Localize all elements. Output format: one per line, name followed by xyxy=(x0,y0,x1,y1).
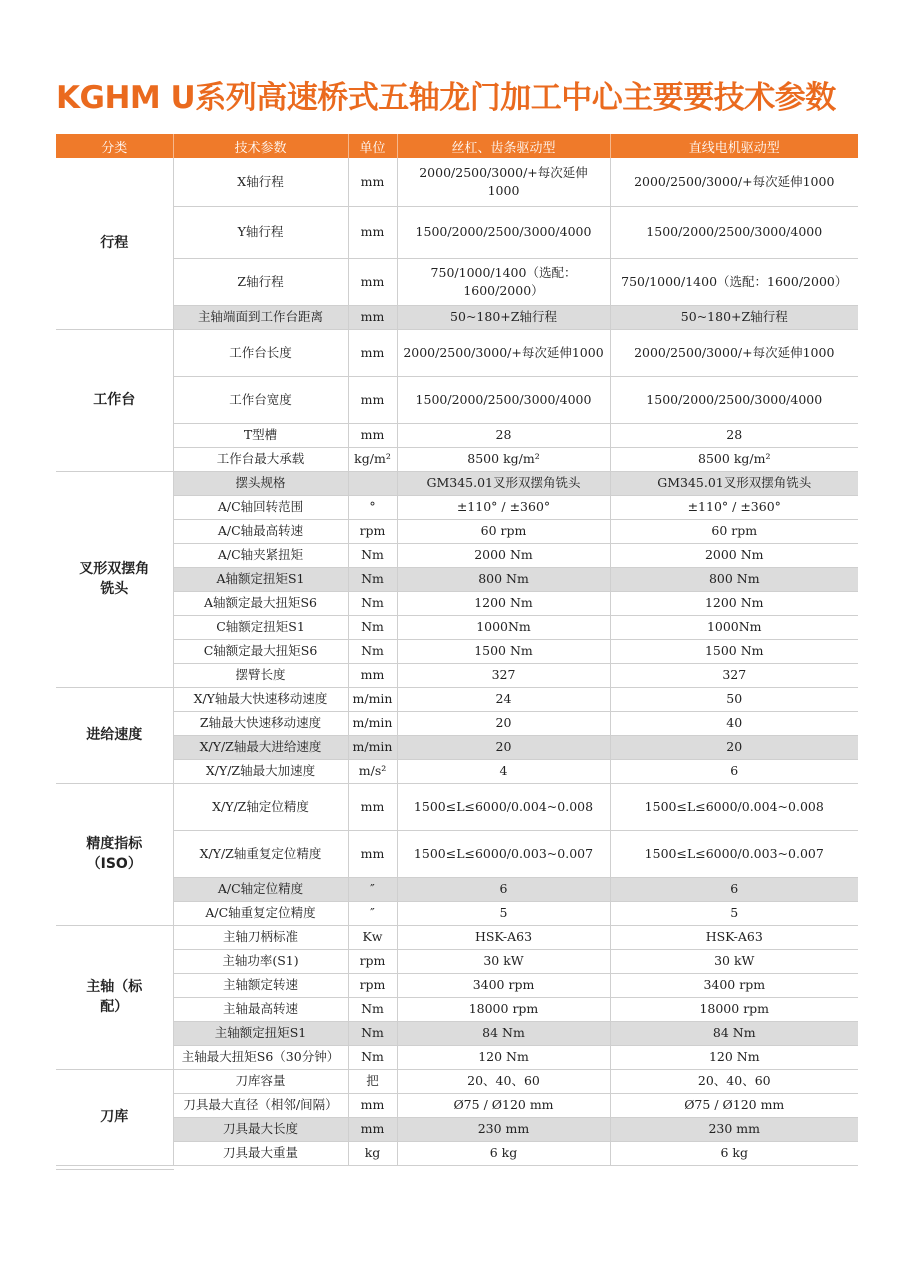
table-row xyxy=(56,997,858,1021)
unit-cell: rpm xyxy=(348,949,397,973)
unit-cell: m/min xyxy=(348,711,397,735)
param-cell: 主轴额定扭矩S1 xyxy=(173,1021,348,1045)
table-row xyxy=(56,447,858,471)
category-cell: 行程 xyxy=(56,158,173,329)
unit-cell: mm xyxy=(348,1093,397,1117)
param-cell: X/Y/Z轴重复定位精度 xyxy=(173,830,348,877)
table-row xyxy=(56,877,858,901)
linear-motor-value: 20、40、60 xyxy=(610,1069,858,1093)
linear-motor-value: 28 xyxy=(610,423,858,447)
screw-drive-value: 18000 rpm xyxy=(397,997,610,1021)
param-cell: 刀具最大直径（相邻/间隔） xyxy=(173,1093,348,1117)
unit-cell: rpm xyxy=(348,519,397,543)
linear-motor-value: GM345.01叉形双摆角铣头 xyxy=(610,471,858,495)
param-cell: 摆头规格 xyxy=(173,471,348,495)
table-row xyxy=(56,759,858,783)
unit-cell: rpm xyxy=(348,973,397,997)
param-cell: X轴行程 xyxy=(173,158,348,206)
param-cell: 工作台宽度 xyxy=(173,376,348,423)
param-cell: X/Y轴最大快速移动速度 xyxy=(173,687,348,711)
header-row xyxy=(56,134,858,158)
linear-motor-value: 1500 Nm xyxy=(610,639,858,663)
table-row xyxy=(56,258,858,305)
param-cell: Z轴最大快速移动速度 xyxy=(173,711,348,735)
screw-drive-value: 1500/2000/2500/3000/4000 xyxy=(397,376,610,423)
table-row xyxy=(56,973,858,997)
screw-drive-value: 1000Nm xyxy=(397,615,610,639)
table-row xyxy=(56,305,858,329)
linear-motor-value: 1500≤L≤6000/0.004~0.008 xyxy=(610,783,858,830)
param-cell: 工作台长度 xyxy=(173,329,348,376)
param-cell: 刀具最大重量 xyxy=(173,1141,348,1165)
linear-motor-value: 1200 Nm xyxy=(610,591,858,615)
param-cell: Z轴行程 xyxy=(173,258,348,305)
unit-cell: m/min xyxy=(348,687,397,711)
table-row xyxy=(56,495,858,519)
unit-cell: Kw xyxy=(348,925,397,949)
table-row xyxy=(56,519,858,543)
table-row xyxy=(56,901,858,925)
table-row xyxy=(56,925,858,949)
linear-motor-value: 120 Nm xyxy=(610,1045,858,1069)
param-cell: 主轴刀柄标准 xyxy=(173,925,348,949)
screw-drive-value: 1200 Nm xyxy=(397,591,610,615)
linear-motor-value: 60 rpm xyxy=(610,519,858,543)
param-cell: A/C轴重复定位精度 xyxy=(173,901,348,925)
param-cell: X/Y/Z轴最大加速度 xyxy=(173,759,348,783)
unit-cell: mm xyxy=(348,258,397,305)
screw-drive-value: 1500≤L≤6000/0.004~0.008 xyxy=(397,783,610,830)
unit-cell: mm xyxy=(348,206,397,258)
param-cell: 摆臂长度 xyxy=(173,663,348,687)
linear-motor-value: 2000/2500/3000/+每次延伸1000 xyxy=(610,329,858,376)
unit-cell: mm xyxy=(348,1117,397,1141)
unit-cell: mm xyxy=(348,376,397,423)
param-cell: 主轴最大扭矩S6（30分钟） xyxy=(173,1045,348,1069)
linear-motor-value: 1500/2000/2500/3000/4000 xyxy=(610,376,858,423)
param-cell: T型槽 xyxy=(173,423,348,447)
screw-drive-value: 230 mm xyxy=(397,1117,610,1141)
screw-drive-value: 2000/2500/3000/+每次延伸1000 xyxy=(397,329,610,376)
linear-motor-value: 1500/2000/2500/3000/4000 xyxy=(610,206,858,258)
linear-motor-value: 327 xyxy=(610,663,858,687)
unit-cell: kg xyxy=(348,1141,397,1165)
unit-cell: ° xyxy=(348,495,397,519)
screw-drive-value: 120 Nm xyxy=(397,1045,610,1069)
table-row xyxy=(56,1141,858,1165)
param-cell: A/C轴夹紧扭矩 xyxy=(173,543,348,567)
linear-motor-value: HSK-A63 xyxy=(610,925,858,949)
unit-cell: 把 xyxy=(348,1069,397,1093)
table-row xyxy=(56,329,858,376)
table-row xyxy=(56,1117,858,1141)
param-cell: 刀库容量 xyxy=(173,1069,348,1093)
param-cell: A轴额定扭矩S1 xyxy=(173,567,348,591)
linear-motor-value: ±110° / ±360° xyxy=(610,495,858,519)
param-cell: C轴额定最大扭矩S6 xyxy=(173,639,348,663)
category-cell: 工作台 xyxy=(56,329,173,471)
linear-motor-value: 800 Nm xyxy=(610,567,858,591)
table-row xyxy=(56,949,858,973)
table-row xyxy=(56,471,858,495)
linear-motor-value: 230 mm xyxy=(610,1117,858,1141)
header-unit: 单位 xyxy=(348,134,397,158)
header-category: 分类 xyxy=(56,134,173,158)
unit-cell xyxy=(348,471,397,495)
table-row xyxy=(56,376,858,423)
param-cell: 主轴端面到工作台距离 xyxy=(173,305,348,329)
unit-cell: mm xyxy=(348,329,397,376)
unit-cell: Nm xyxy=(348,1021,397,1045)
unit-cell: mm xyxy=(348,830,397,877)
linear-motor-value: 30 kW xyxy=(610,949,858,973)
param-cell: A/C轴最高转速 xyxy=(173,519,348,543)
table-row xyxy=(56,567,858,591)
unit-cell: Nm xyxy=(348,1045,397,1069)
screw-drive-value: 750/1000/1400（选配：1600/2000） xyxy=(397,258,610,305)
unit-cell: mm xyxy=(348,663,397,687)
param-cell: X/Y/Z轴最大进给速度 xyxy=(173,735,348,759)
screw-drive-value: 4 xyxy=(397,759,610,783)
linear-motor-value: 8500 kg/m² xyxy=(610,447,858,471)
screw-drive-value: 20 xyxy=(397,711,610,735)
linear-motor-value: 18000 rpm xyxy=(610,997,858,1021)
screw-drive-value: 20、40、60 xyxy=(397,1069,610,1093)
linear-motor-value: 2000/2500/3000/+每次延伸1000 xyxy=(610,158,858,206)
screw-drive-value: Ø75 / Ø120 mm xyxy=(397,1093,610,1117)
linear-motor-value: 1000Nm xyxy=(610,615,858,639)
screw-drive-value: 5 xyxy=(397,901,610,925)
linear-motor-value: 6 xyxy=(610,877,858,901)
table-row xyxy=(56,158,858,206)
table-row xyxy=(56,1093,858,1117)
linear-motor-value: 6 xyxy=(610,759,858,783)
table-row xyxy=(56,711,858,735)
category-cell: 精度指标（ISO） xyxy=(56,783,173,925)
screw-drive-value: 84 Nm xyxy=(397,1021,610,1045)
screw-drive-value: 3400 rpm xyxy=(397,973,610,997)
param-cell: 主轴额定转速 xyxy=(173,973,348,997)
unit-cell: Nm xyxy=(348,997,397,1021)
linear-motor-value: 1500≤L≤6000/0.003~0.007 xyxy=(610,830,858,877)
unit-cell: ″ xyxy=(348,901,397,925)
unit-cell: ″ xyxy=(348,877,397,901)
linear-motor-value: 6 kg xyxy=(610,1141,858,1165)
unit-cell: mm xyxy=(348,305,397,329)
category-cell: 进给速度 xyxy=(56,687,173,783)
linear-motor-value: 84 Nm xyxy=(610,1021,858,1045)
param-cell: 刀具最大长度 xyxy=(173,1117,348,1141)
screw-drive-value: 50~180+Z轴行程 xyxy=(397,305,610,329)
unit-cell: mm xyxy=(348,423,397,447)
table-row xyxy=(56,423,858,447)
screw-drive-value: 8500 kg/m² xyxy=(397,447,610,471)
screw-drive-value: 6 xyxy=(397,877,610,901)
unit-cell: mm xyxy=(348,783,397,830)
param-cell: 主轴功率(S1) xyxy=(173,949,348,973)
screw-drive-value: 20 xyxy=(397,735,610,759)
linear-motor-value: 20 xyxy=(610,735,858,759)
screw-drive-value: 28 xyxy=(397,423,610,447)
table-row xyxy=(56,615,858,639)
unit-cell: m/min xyxy=(348,735,397,759)
screw-drive-value: 60 rpm xyxy=(397,519,610,543)
unit-cell: kg/m² xyxy=(348,447,397,471)
table-row xyxy=(56,1021,858,1045)
screw-drive-value: 2000 Nm xyxy=(397,543,610,567)
header-linear-motor: 直线电机驱动型 xyxy=(610,134,858,158)
param-cell: A轴额定最大扭矩S6 xyxy=(173,591,348,615)
unit-cell: Nm xyxy=(348,567,397,591)
table-row xyxy=(56,206,858,258)
param-cell: 工作台最大承载 xyxy=(173,447,348,471)
header-param: 技术参数 xyxy=(173,134,348,158)
screw-drive-value: 24 xyxy=(397,687,610,711)
screw-drive-value: 800 Nm xyxy=(397,567,610,591)
bottom-divider xyxy=(56,1169,174,1170)
screw-drive-value: 1500 Nm xyxy=(397,639,610,663)
param-cell: A/C轴定位精度 xyxy=(173,877,348,901)
table-row xyxy=(56,830,858,877)
unit-cell: Nm xyxy=(348,615,397,639)
table-row xyxy=(56,1069,858,1093)
screw-drive-value: 1500≤L≤6000/0.003~0.007 xyxy=(397,830,610,877)
unit-cell: mm xyxy=(348,158,397,206)
table-row xyxy=(56,663,858,687)
screw-drive-value: 1500/2000/2500/3000/4000 xyxy=(397,206,610,258)
category-cell: 刀库 xyxy=(56,1069,173,1165)
param-cell: A/C轴回转范围 xyxy=(173,495,348,519)
table-row xyxy=(56,783,858,830)
table-row xyxy=(56,1045,858,1069)
unit-cell: Nm xyxy=(348,543,397,567)
param-cell: 主轴最高转速 xyxy=(173,997,348,1021)
screw-drive-value: ±110° / ±360° xyxy=(397,495,610,519)
param-cell: X/Y/Z轴定位精度 xyxy=(173,783,348,830)
screw-drive-value: 327 xyxy=(397,663,610,687)
linear-motor-value: 50~180+Z轴行程 xyxy=(610,305,858,329)
param-cell: Y轴行程 xyxy=(173,206,348,258)
linear-motor-value: 5 xyxy=(610,901,858,925)
table-row xyxy=(56,639,858,663)
linear-motor-value: 750/1000/1400（选配：1600/2000） xyxy=(610,258,858,305)
unit-cell: Nm xyxy=(348,639,397,663)
page-title: KGHM U系列高速桥式五轴龙门加工中心主要要技术参数 xyxy=(56,80,836,116)
unit-cell: m/s² xyxy=(348,759,397,783)
linear-motor-value: 2000 Nm xyxy=(610,543,858,567)
category-cell: 主轴（标配） xyxy=(56,925,173,1069)
linear-motor-value: 3400 rpm xyxy=(610,973,858,997)
unit-cell: Nm xyxy=(348,591,397,615)
spec-table xyxy=(56,134,858,1166)
screw-drive-value: GM345.01叉形双摆角铣头 xyxy=(397,471,610,495)
table-row xyxy=(56,543,858,567)
param-cell: C轴额定扭矩S1 xyxy=(173,615,348,639)
screw-drive-value: HSK-A63 xyxy=(397,925,610,949)
linear-motor-value: 40 xyxy=(610,711,858,735)
table-row xyxy=(56,591,858,615)
screw-drive-value: 30 kW xyxy=(397,949,610,973)
category-cell: 叉形双摆角铣头 xyxy=(56,471,173,687)
linear-motor-value: Ø75 / Ø120 mm xyxy=(610,1093,858,1117)
header-screw-drive: 丝杠、齿条驱动型 xyxy=(397,134,610,158)
table-row xyxy=(56,687,858,711)
screw-drive-value: 2000/2500/3000/+每次延伸1000 xyxy=(397,158,610,206)
screw-drive-value: 6 kg xyxy=(397,1141,610,1165)
table-row xyxy=(56,735,858,759)
linear-motor-value: 50 xyxy=(610,687,858,711)
